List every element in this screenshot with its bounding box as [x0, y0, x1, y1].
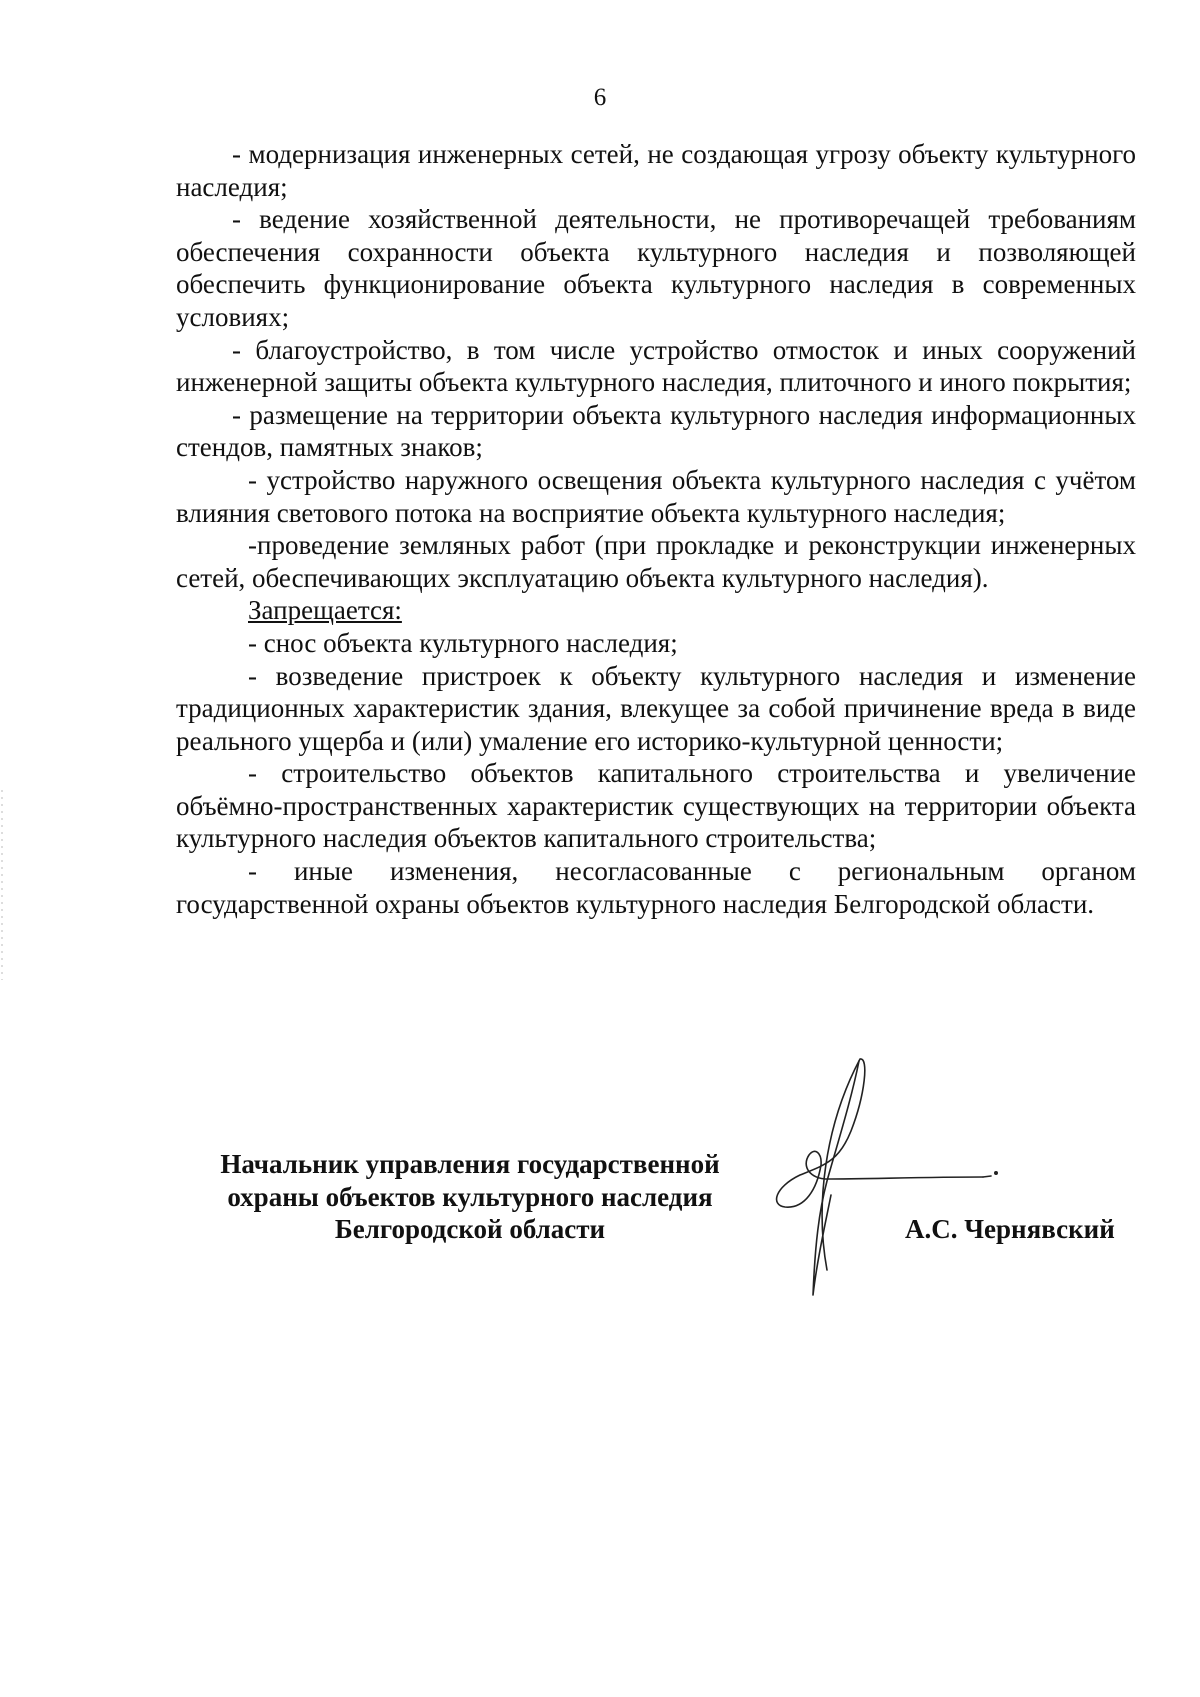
document-body	[176, 138, 1136, 920]
list-item: -проведение земляных работ (при прокладке и реконструкции инженерных сетей, обеспечивающих эксплуатацию объекта культурного наследия).	[176, 530, 1136, 593]
prohibited-heading-text: Запрещается:	[248, 595, 402, 626]
list-item: - устройство наружного освещения объекта культурного наследия с учётом влияния светового потока на восприятие объекта культурного наследия;	[176, 464, 1136, 528]
list-item: - размещение на территории объекта культурного наследия информационных стендов, памятных знаков;	[176, 399, 1136, 463]
list-item: - строительство объектов капитального строительства и увеличение объёмно-пространственных характеристик существующих на территории объекта культурного наследия объектов капитального строительства;	[176, 758, 1136, 854]
signatory-title-line: охраны объектов культурного наследия	[227, 1181, 713, 1212]
list-item: - благоустройство, в том числе устройство отмосток и иных сооружений инженерной защиты объекта культурного наследия, плиточного и иного покрытия;	[176, 334, 1136, 398]
list-item: - снос объекта культурного наследия;	[248, 627, 678, 658]
list-item: - ведение хозяйственной деятельности, не противоречащей требованиям обеспечения сохранности объекта культурного наследия и позволяющей обеспечить функционирование объекта культурного наследия в современных условиях;	[176, 204, 1136, 332]
page-number: 6	[593, 84, 607, 111]
prohibited-heading	[176, 594, 1136, 627]
list-item: - возведение пристроек к объекту культурного наследия и изменение традиционных характеристик здания, влекущее за собой причинение вреда в виде реального ущерба и (или) умаление его историко-культурной ценности;	[176, 660, 1136, 756]
scan-edge-marks	[0, 790, 6, 980]
signatory-name: А.С. Чернявский	[905, 1214, 1115, 1244]
signatory-title-line: Начальник управления государственной	[220, 1149, 720, 1179]
signatory-title-line: Белгородской области	[334, 1214, 606, 1244]
signatory-title	[200, 1148, 740, 1246]
list-item: - модернизация инженерных сетей, не создающая угрозу объекту культурного наследия;	[176, 139, 1136, 202]
list-item: - иные изменения, несогласованные с региональным органом государственной охраны объектов культурного наследия Белгородской области.	[176, 856, 1136, 919]
handwritten-signature	[755, 1055, 1000, 1320]
